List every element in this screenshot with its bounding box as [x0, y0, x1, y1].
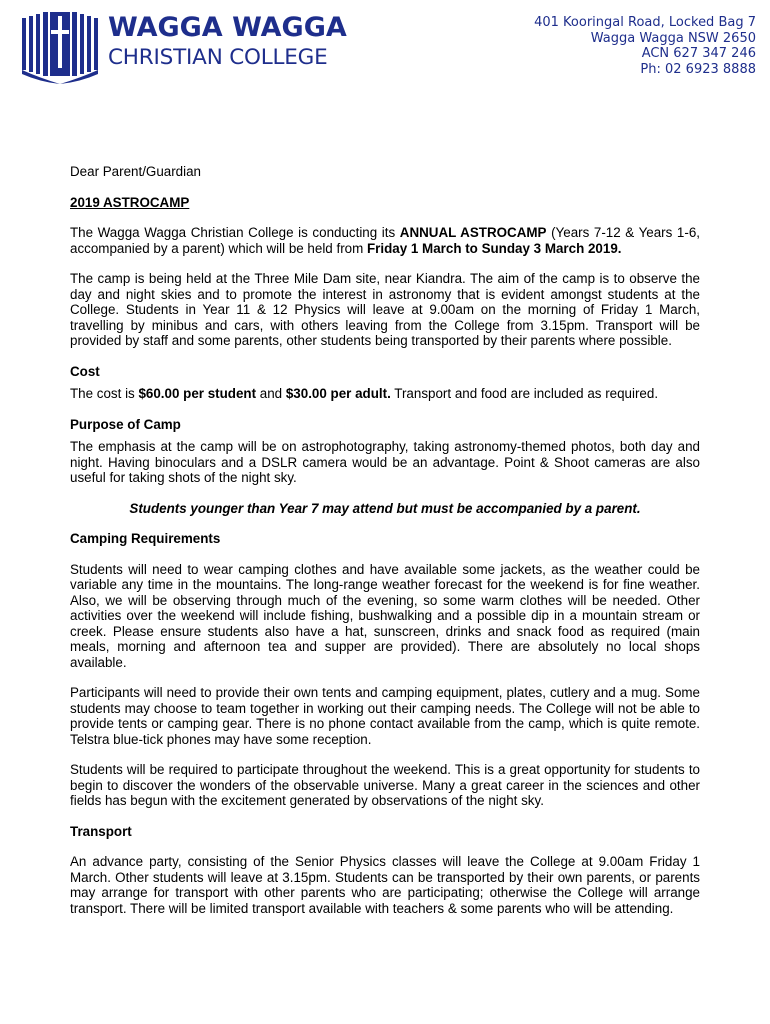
letter-title: 2019 ASTROCAMP	[70, 194, 190, 210]
letter-body	[70, 164, 700, 916]
school-name	[108, 14, 347, 69]
camping-heading: Camping Requirements	[70, 531, 221, 546]
transport-paragraph: An advance party, consisting of the Senior Physics classes will leave the College at 9.00am Friday 1 March. Other students will leave at 3.15pm. Students can be transported by their own parents, or parents may arrange for transport with other parents who are participating; otherwise the College will arrange transport. There will be limited transport available with teachers & some parents who will be attending.	[70, 854, 700, 916]
cross-book-logo-icon	[20, 12, 100, 84]
cost-paragraph: The cost is $60.00 per student and $30.00 per adult. Transport and food are included as required.	[70, 386, 659, 401]
address-line: ACN 627 347 246	[641, 46, 756, 62]
accompaniment-note: Students younger than Year 7 may attend but must be accompanied by a parent.	[129, 500, 641, 516]
address-line: Ph: 02 6923 8888	[640, 61, 756, 77]
cost-heading: Cost	[70, 363, 100, 379]
camping-paragraph-3: Students will be required to participate throughout the weekend. This is a great opportunity for students to begin to discover the wonders of the observable universe. Many a great career in the sciences and other fields has begun with the excitement generated by observations of the night sky.	[70, 762, 700, 808]
address-line: 401 Kooringal Road, Locked Bag 7	[534, 15, 756, 30]
camping-paragraph-2: Participants will need to provide their own tents and camping equipment, plates, cutlery and a mug. Some students may choose to team together in working out their camping needs. The College will not be able to provide tents or camping gear. There is no phone contact available from the camp, which is quite remote. Telstra blue-tick phones may have some reception.	[70, 685, 700, 747]
transport-heading: Transport	[70, 823, 132, 839]
camping-paragraph-1: Students will need to wear camping clothes and have available some jackets, as the weather could be variable any time in the mountains. The long-range weather forecast for the weekend is for fine weather. Also, we will be observing through much of the evening, so some warm clothes will be needed. Other activities over the weekend will include fishing, bushwalking and a possible dip in a mountain stream or creek. Please ensure students also have a hat, sunscreen, drinks and snack food as required (main meals, morning and afternoon tea and supper are provided). There are absolutely no local shops available.	[70, 561, 700, 670]
purpose-heading: Purpose of Camp	[70, 416, 181, 432]
location-paragraph: The camp is being held at the Three Mile Dam site, near Kiandra. The aim of the camp is to observe the day and night skies and to promote the interest in astronomy that is evident amongst students at the College. Students in Year 11 & 12 Physics will leave at 9.00am on the morning of Friday 1 March, travelling by minibus and cars, with others leaving from the College from 3.15pm. Transport will be provided by staff and some parents, other students being transported by their parents where possible.	[70, 271, 700, 348]
purpose-paragraph: The emphasis at the camp will be on astrophotography, taking astronomy-themed photos, both day and night. Having binoculars and a DSLR camera would be an advantage. Point & Shoot cameras are also useful for taking shots of the night sky.	[70, 439, 700, 485]
address-line: Wagga Wagga NSW 2650	[590, 30, 756, 46]
school-name-line1: WAGGA WAGGA	[108, 12, 347, 43]
school-address	[534, 15, 756, 77]
salutation: Dear Parent/Guardian	[70, 164, 202, 179]
school-name-line2: CHRISTIAN COLLEGE	[108, 45, 328, 70]
intro-paragraph: The Wagga Wagga Christian College is conducting its ANNUAL ASTROCAMP (Years 7-12 & Years 1-6, accompanied by a parent) which will be held from Friday 1 March to Sunday 3 March 2019.	[70, 225, 700, 256]
